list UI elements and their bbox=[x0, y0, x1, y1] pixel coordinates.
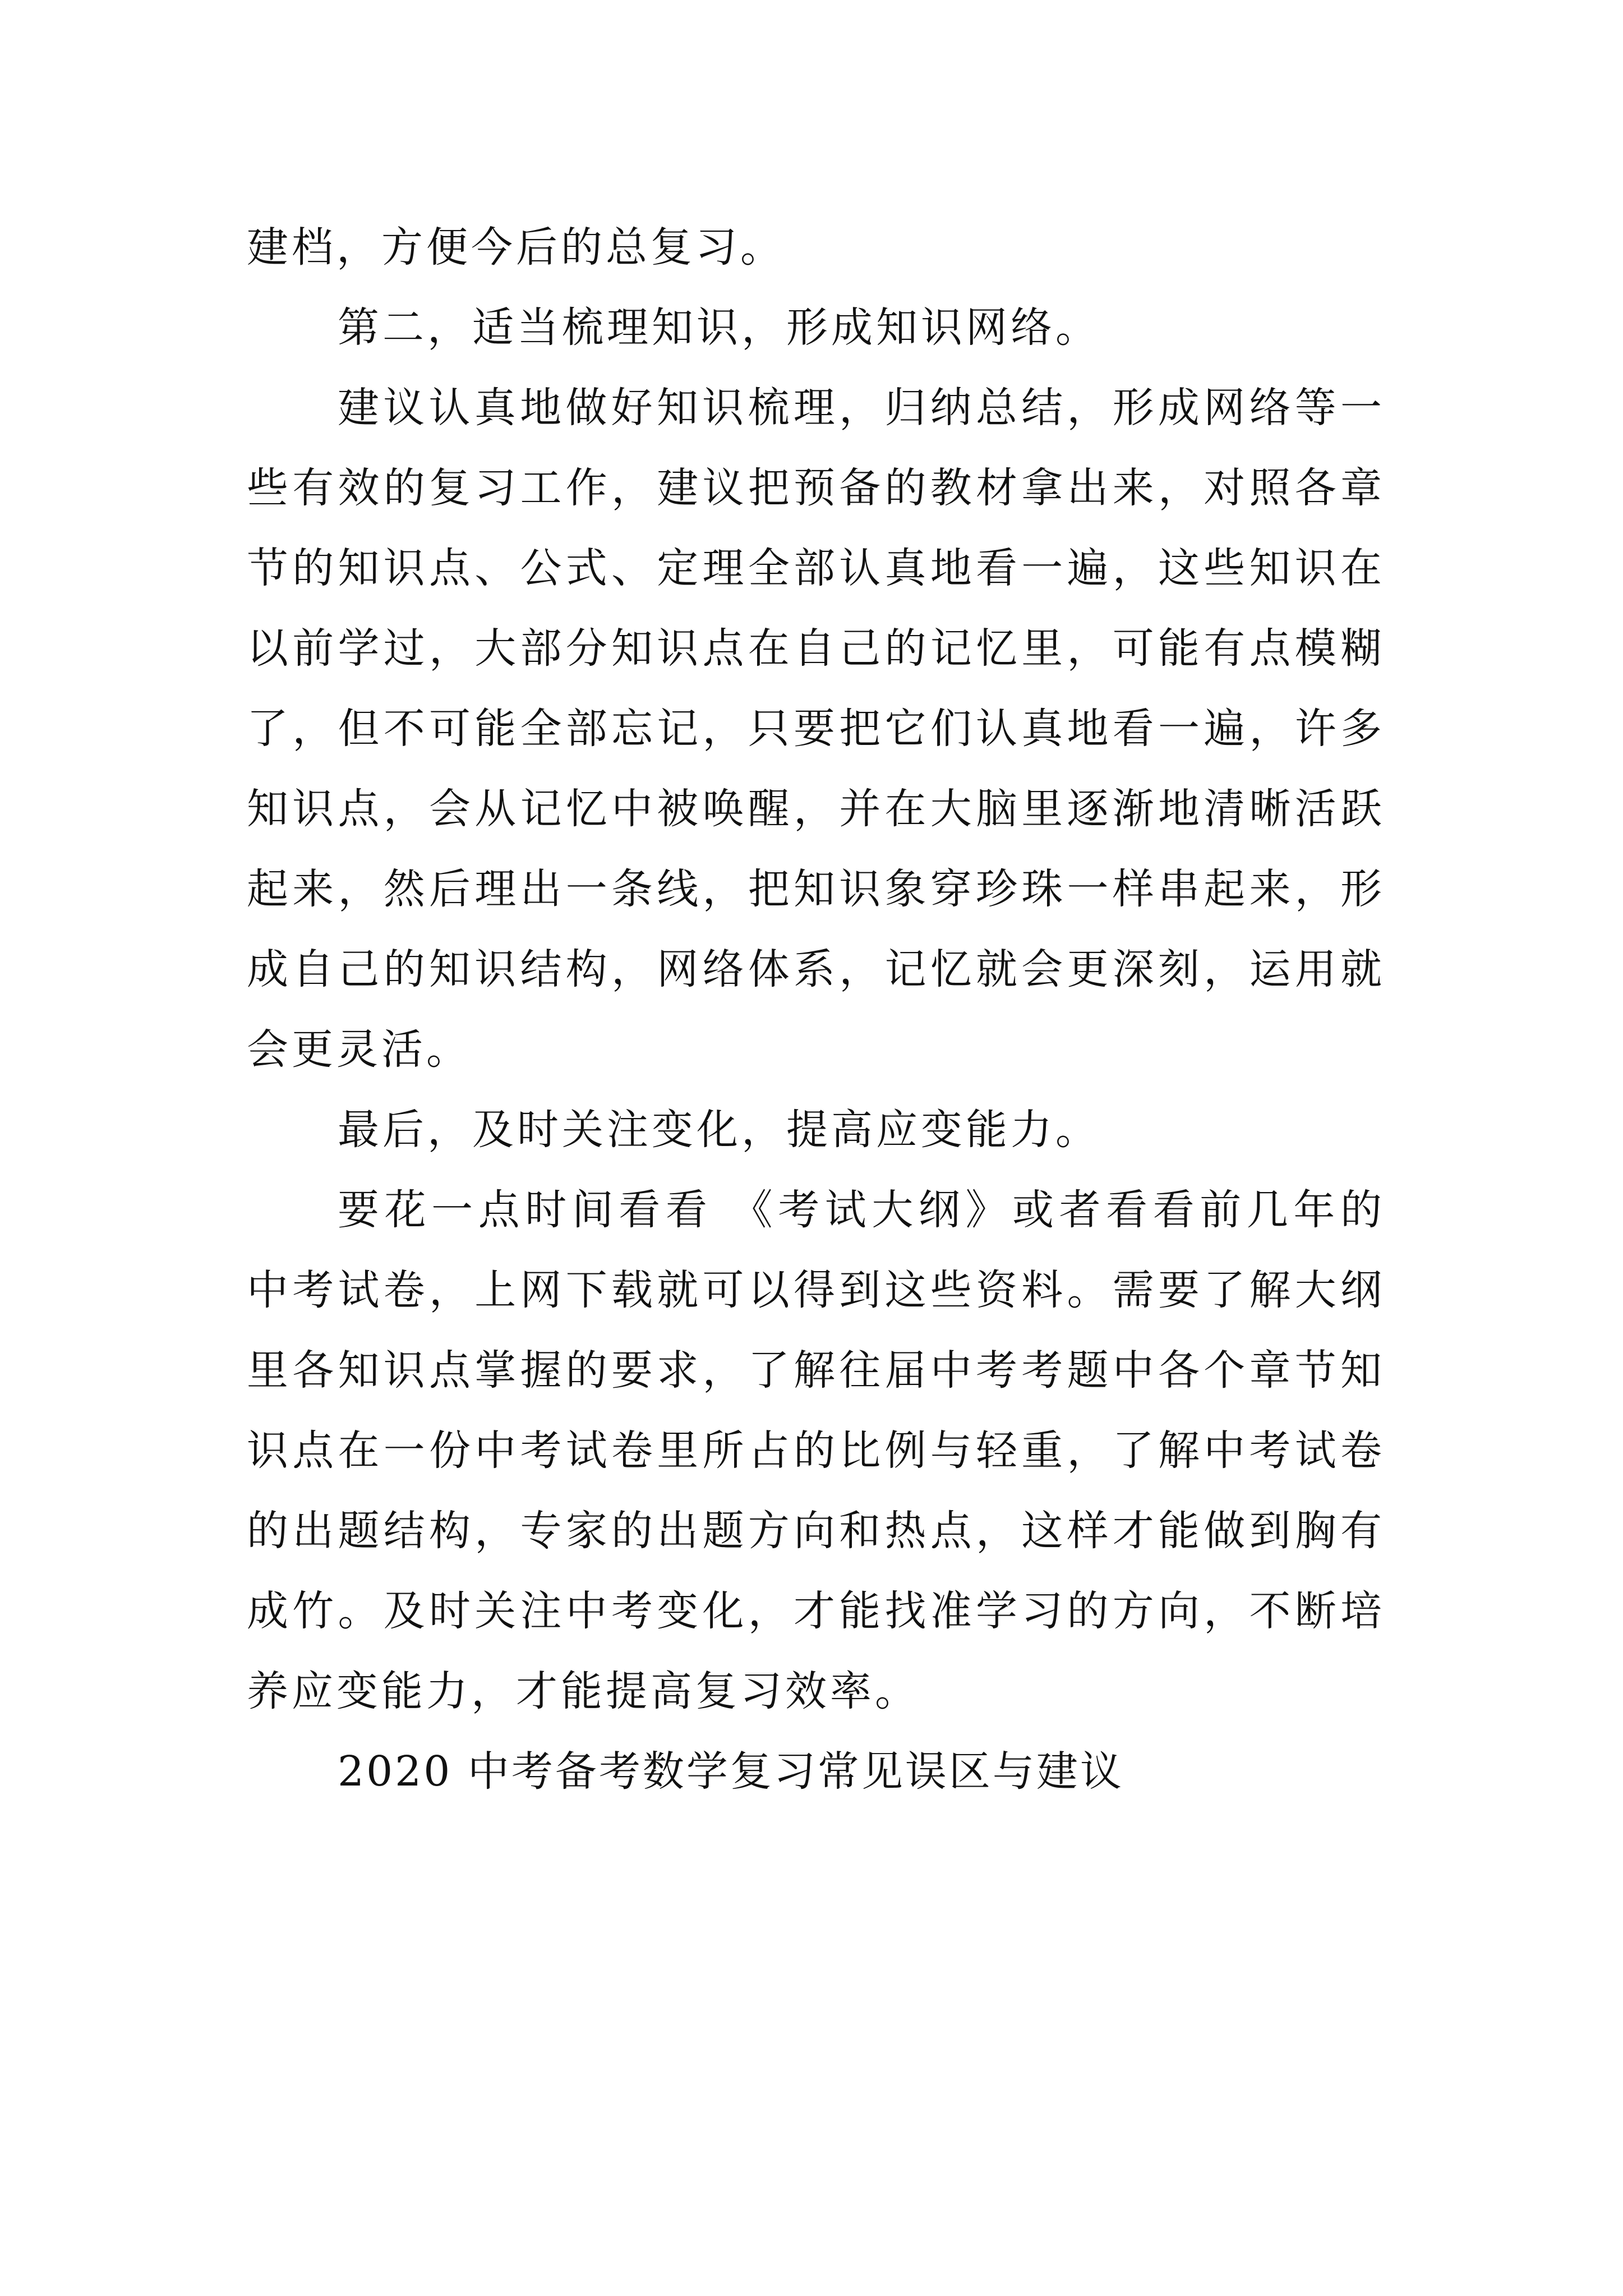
document-body bbox=[247, 208, 1385, 1812]
paragraph-exam-outline: 要花一点时间看看 《考试大纲》或者看看前几年的中考试卷，上网下载就可以得到这些资料。需要了解大纲里各知识点掌握的要求，了解往届中考考题中各个章节知识点在一份中考试卷里所占的比例与轻重，了解中考试卷的出题结构，专家的出题方向和热点，这样才能做到胸有成竹。及时关注中考变化，才能找准学习的方向，不断培养应变能力，才能提高复习效率。 bbox=[247, 1186, 1385, 1715]
paragraph-continuation: 建档，方便今后的总复习。 bbox=[247, 223, 785, 272]
paragraph-next-title: 2020 中考备考数学复习常见误区与建议 bbox=[338, 1747, 1124, 1796]
paragraph-heading-last: 最后，及时关注变化，提高应变能力。 bbox=[338, 1106, 1100, 1154]
paragraph-knowledge-review: 建议认真地做好知识梳理，归纳总结，形成网络等一些有效的复习工作，建议把预备的教材拿出来，对照各章节的知识点、公式、定理全部认真地看一遍，这些知识在以前学过，大部分知识点在自己的记忆里，可能有点模糊了，但不可能全部忘记，只要把它们认真地看一遍，许多知识点，会从记忆中被唤醒，并在大脑里逐渐地清晰活跃起来，然后理出一条线，把知识象穿珍珠一样串起来，形成自己的知识结构，网络体系，记忆就会更深刻，运用就会更灵活。 bbox=[247, 384, 1385, 1074]
paragraph-heading-second: 第二，适当梳理知识，形成知识网络。 bbox=[338, 303, 1100, 352]
